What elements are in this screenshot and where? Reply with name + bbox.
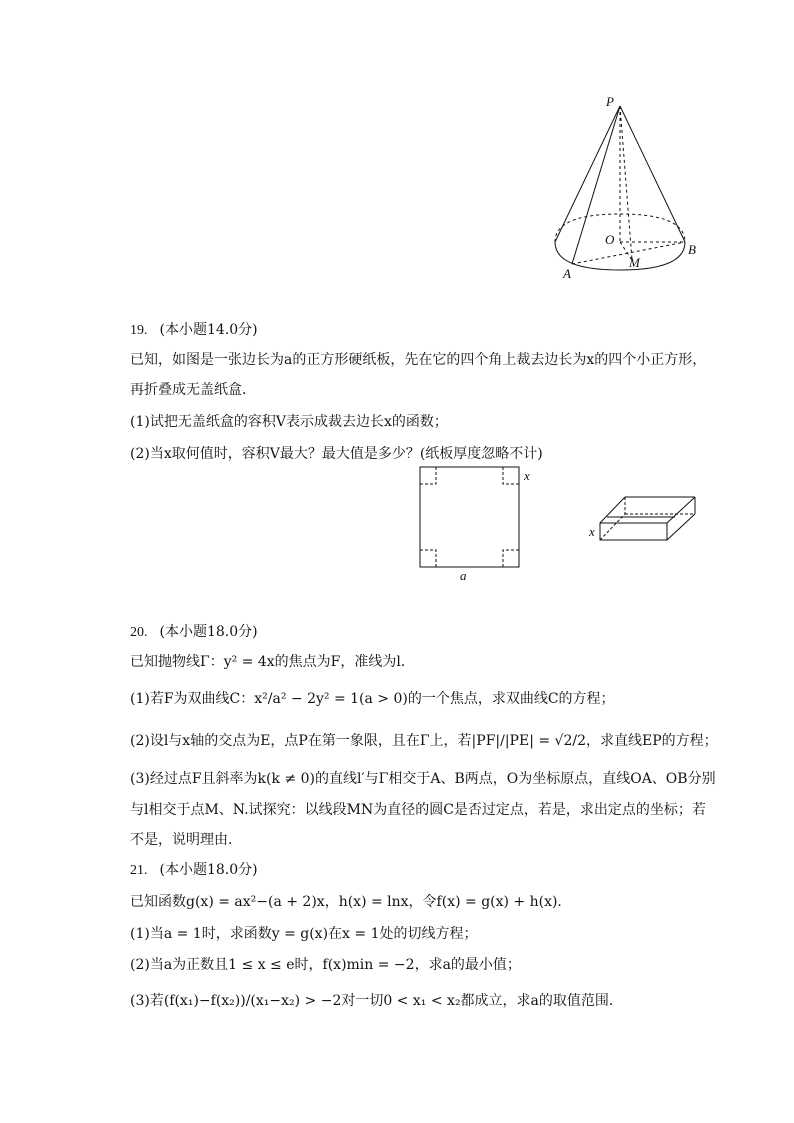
q20-header (130, 622, 258, 643)
label-A: A (563, 266, 571, 281)
q21-line-2: (1)当a = 1时，求函数y = g(x)在x = 1处的切线方程； (130, 926, 478, 942)
q21-score: (本小题18.0分) (159, 862, 258, 878)
q19-score: (本小题14.0分) (159, 322, 258, 338)
square-cardboard-figure (410, 462, 540, 584)
q21-line-1: 已知函数g(x) = ax²−(a + 2)x，h(x) = lnx，令f(x) = g(x) + h(x)． (130, 894, 572, 910)
q21-number: 21. (130, 863, 148, 878)
q19-line-1: 已知，如图是一张边长为a的正方形硬纸板，先在它的四个角上裁去边长为x的四个小正方形， (130, 352, 707, 368)
q20-score: (本小题18.0分) (159, 624, 258, 640)
q19-line-4: (2)当x取何值时，容积V最大？最大值是多少？(纸板厚度忽略不计) (130, 446, 543, 462)
q21-line-3: (2)当a为正数且1 ≤ x ≤ e时，f(x)min = −2，求a的最小值； (130, 957, 521, 973)
label-M: M (629, 255, 640, 270)
open-box-figure (585, 490, 705, 550)
q21-header (130, 860, 258, 881)
q20-number: 20. (130, 625, 148, 640)
label-B: B (688, 242, 696, 257)
q19-line-3: (1)试把无盖纸盒的容积V表示成裁去边长x的函数； (130, 414, 448, 430)
square-label-a: a (460, 568, 467, 583)
box-label-x: x (589, 524, 595, 539)
label-O: O (605, 232, 615, 247)
q20-line-4: (3)经过点F且斜率为k(k ≠ 0)的直线l′与Γ相交于A、B两点，O为坐标原点，直线OA、OB分别 (130, 771, 716, 787)
q20-line-3: (2)设l与x轴的交点为E，点P在第一象限，且在Γ上，若|PF|/|PE| = √2/2，求直线EP的方程； (130, 733, 718, 749)
cone-drawing (555, 106, 685, 270)
q20-line-2: (1)若F为双曲线C：x²/a² − 2y² = 1(a > 0)的一个焦点，求双曲线C的方程； (130, 691, 615, 707)
q20-line-1: 已知抛物线Γ：y² = 4x的焦点为F，准线为l． (130, 654, 415, 670)
cone-figure (550, 92, 710, 287)
q19-line-2: 再折叠成无盖纸盒． (130, 382, 256, 398)
q20-line-6: 不是，说明理由． (130, 832, 242, 848)
q19-number: 19. (130, 323, 148, 338)
square-label-x: x (524, 468, 530, 483)
q19-header (130, 320, 258, 341)
q21-line-4: (3)若(f(x₁)−f(x₂))/(x₁−x₂) > −2对一切0 < x₁ < x₂都成立，求a的取值范围． (130, 993, 623, 1009)
q20-line-5: 与l相交于点M、N.试探究：以线段MN为直径的圆C是否过定点，若是，求出定点的坐标；若 (130, 802, 706, 818)
label-P: P (606, 94, 614, 109)
